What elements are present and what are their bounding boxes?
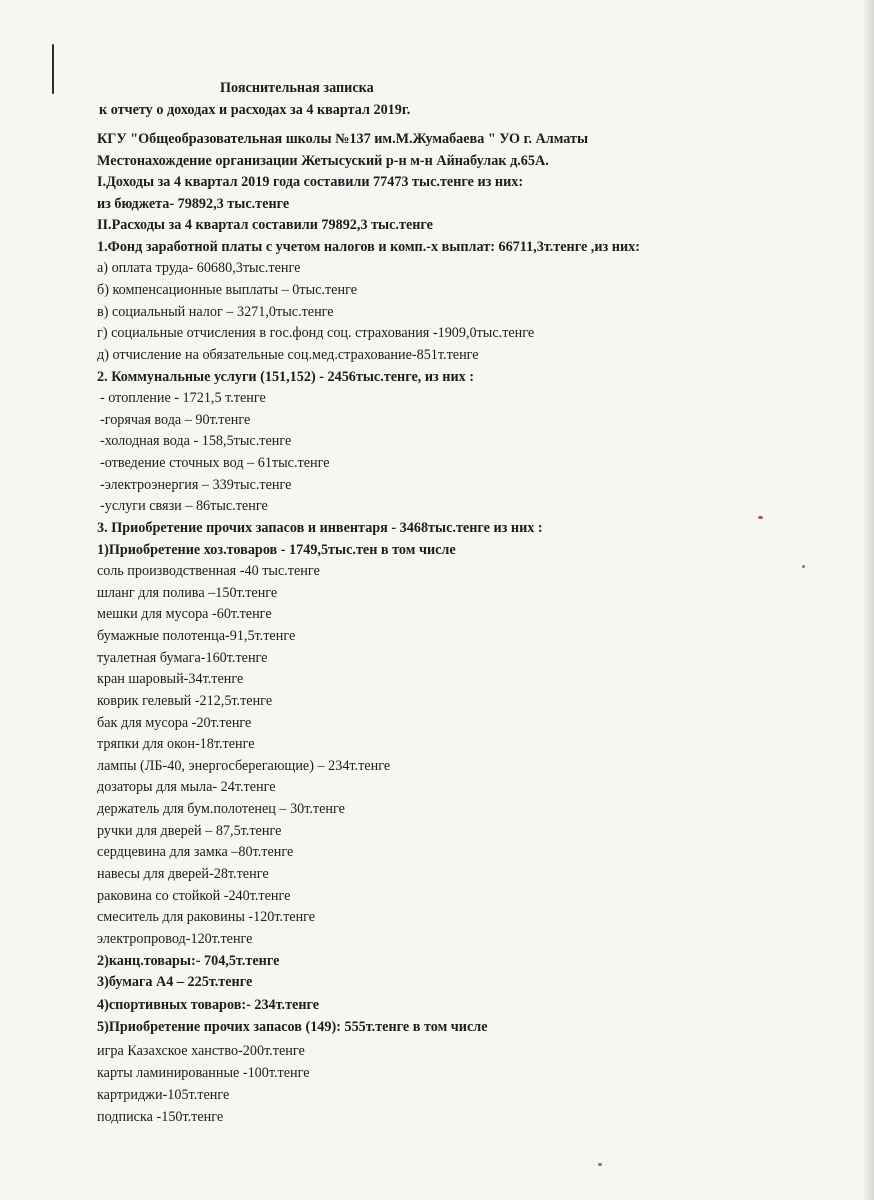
section2-item: -горячая вода – 90т.тенге bbox=[100, 412, 251, 428]
hardware-item: бумажные полотенца-91,5т.тенге bbox=[97, 628, 296, 644]
section2-item: -услуги связи – 86тыс.тенге bbox=[100, 498, 268, 514]
hardware-item: держатель для бум.полотенец – 30т.тенге bbox=[97, 801, 345, 817]
section3-sub3: 3)бумага А4 – 225т.тенге bbox=[97, 974, 253, 990]
section3-sub2: 2)канц.товары:- 704,5т.тенге bbox=[97, 953, 280, 969]
section2-item: -холодная вода - 158,5тыс.тенге bbox=[100, 433, 292, 449]
hardware-item: дозаторы для мыла- 24т.тенге bbox=[97, 779, 276, 795]
section2-item: - отопление - 1721,5 т.тенге bbox=[100, 390, 266, 406]
hardware-item: ручки для дверей – 87,5т.тенге bbox=[97, 823, 282, 839]
section1-item: а) оплата труда- 60680,3тыс.тенге bbox=[97, 260, 301, 276]
section2-item: -отведение сточных вод – 61тыс.тенге bbox=[100, 455, 330, 471]
other-supplies-item: подписка -150т.тенге bbox=[97, 1109, 224, 1125]
hardware-item: электропровод-120т.тенге bbox=[97, 931, 253, 947]
section1-item: в) социальный налог – 3271,0тыс.тенге bbox=[97, 304, 334, 320]
dust-speck bbox=[598, 1163, 602, 1166]
section1-item: д) отчисление на обязательные соц.мед.страхование-851т.тенге bbox=[97, 347, 479, 363]
section2-item: -электроэнергия – 339тыс.тенге bbox=[100, 477, 292, 493]
hardware-item: соль производственная -40 тыс.тенге bbox=[97, 563, 320, 579]
other-supplies-item: карты ламинированные -100т.тенге bbox=[97, 1065, 310, 1081]
hardware-item: сердцевина для замка –80т.тенге bbox=[97, 844, 294, 860]
hardware-item: шланг для полива –150т.тенге bbox=[97, 585, 278, 601]
hardware-item: смеситель для раковины -120т.тенге bbox=[97, 909, 316, 925]
hardware-item: бак для мусора -20т.тенге bbox=[97, 715, 252, 731]
hardware-item: мешки для мусора -60т.тенге bbox=[97, 606, 272, 622]
pen-mark bbox=[52, 44, 54, 94]
income-total: I.Доходы за 4 квартал 2019 года составили 77473 тыс.тенге из них: bbox=[97, 174, 524, 190]
document-title: Пояснительная записка bbox=[220, 80, 374, 96]
section3-sub5-heading: 5)Приобретение прочих запасов (149): 555т.тенге в том числе bbox=[97, 1019, 488, 1035]
section3-sub1-heading: 1)Приобретение хоз.товаров - 1749,5тыс.тен в том числе bbox=[97, 542, 456, 558]
expenses-total: II.Расходы за 4 квартал составили 79892,3 тыс.тенге bbox=[97, 217, 433, 233]
section1-item: г) социальные отчисления в гос.фонд соц. страхования -1909,0тыс.тенге bbox=[97, 325, 535, 341]
income-budget: из бюджета- 79892,3 тыс.тенге bbox=[97, 196, 290, 212]
hardware-item: навесы для дверей-28т.тенге bbox=[97, 866, 269, 882]
hardware-item: коврик гелевый -212,5т.тенге bbox=[97, 693, 273, 709]
hardware-item: раковина со стойкой -240т.тенге bbox=[97, 888, 291, 904]
hardware-item: туалетная бумага-160т.тенге bbox=[97, 650, 268, 666]
section1-heading: 1.Фонд заработной платы с учетом налогов и комп.-х выплат: 66711,3т.тенге ,из них: bbox=[97, 239, 640, 255]
section1-item: б) компенсационные выплаты – 0тыс.тенге bbox=[97, 282, 357, 298]
section2-heading: 2. Коммунальные услуги (151,152) - 2456тыс.тенге, из них : bbox=[97, 369, 474, 385]
hardware-item: кран шаровый-34т.тенге bbox=[97, 671, 244, 687]
hardware-item: лампы (ЛБ-40, энергосберегающие) – 234т.тенге bbox=[97, 758, 391, 774]
hardware-item: тряпки для окон-18т.тенге bbox=[97, 736, 255, 752]
red-speck bbox=[758, 516, 763, 519]
page-edge-shadow bbox=[864, 0, 874, 1200]
section3-sub4: 4)спортивных товаров:- 234т.тенге bbox=[97, 997, 320, 1013]
other-supplies-item: игра Казахское ханство-200т.тенге bbox=[97, 1043, 305, 1059]
dust-speck bbox=[802, 565, 805, 568]
section3-heading: 3. Приобретение прочих запасов и инвентаря - 3468тыс.тенге из них : bbox=[97, 520, 543, 536]
organization-location: Местонахождение организации Жетысуский р-н м-н Айнабулак д.65А. bbox=[97, 153, 549, 169]
other-supplies-item: картриджи-105т.тенге bbox=[97, 1087, 230, 1103]
organization-name: КГУ "Общеобразовательная школы №137 им.М.Жумабаева " УО г. Алматы bbox=[97, 131, 589, 147]
document-subtitle: к отчету о доходах и расходах за 4 квартал 2019г. bbox=[99, 102, 411, 118]
